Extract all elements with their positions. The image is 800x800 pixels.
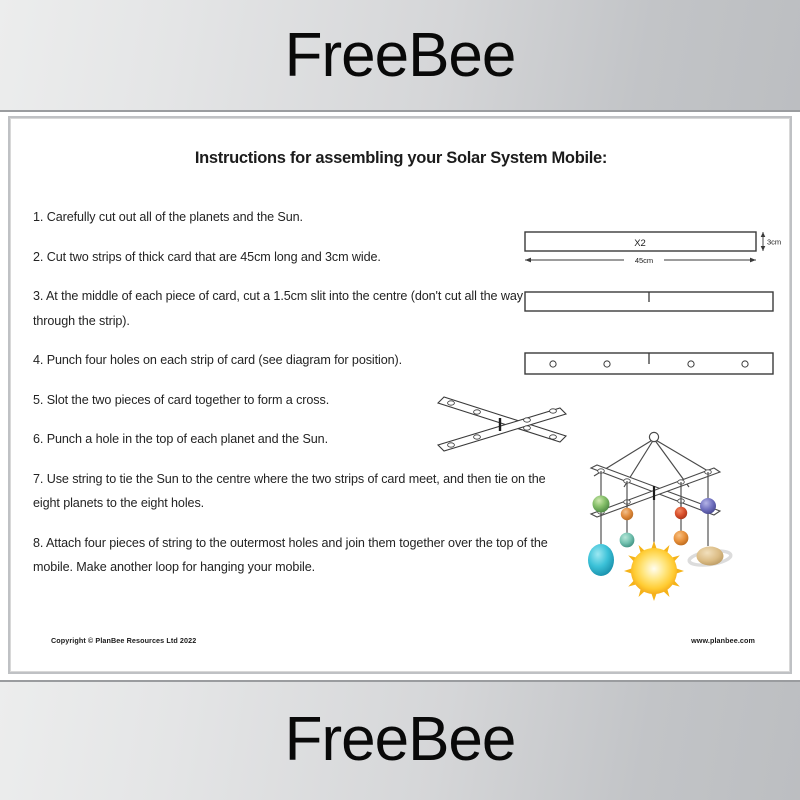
worksheet-page bbox=[10, 118, 790, 672]
planet-earth-upper bbox=[593, 496, 610, 513]
dimension-arrow-right bbox=[750, 258, 756, 263]
strip-quantity-label: X2 bbox=[634, 238, 646, 249]
page-title: Instructions for assembling your Solar System Mobile: bbox=[194, 149, 608, 167]
strip-length-label: 45cm bbox=[634, 256, 654, 265]
instruction-step: 4. Punch four holes on each strip of card (see diagram for position). bbox=[33, 353, 403, 368]
planet-jupiter bbox=[621, 508, 633, 520]
diagram-finished-mobile bbox=[561, 424, 790, 604]
freebee-banner-bottom-label: FreeBee bbox=[284, 705, 516, 774]
punch-hole bbox=[448, 401, 455, 405]
copyright-text: Copyright © PlanBee Resources Ltd 2022 bbox=[51, 636, 197, 645]
hanging-loop bbox=[649, 432, 658, 441]
instruction-step: 7. Use string to tie the Sun to the centre where the two strips of card meet, and then tie on the eight planets to the eight holes. bbox=[33, 471, 546, 511]
punch-hole bbox=[524, 418, 531, 422]
instruction-step: 5. Slot the two pieces of card together to form a cross. bbox=[33, 392, 330, 407]
diagram-card-strip-slit bbox=[511, 289, 781, 317]
planet-venus bbox=[674, 531, 689, 546]
freebee-banner-top-label: FreeBee bbox=[284, 21, 516, 90]
planet-neptune bbox=[588, 544, 614, 576]
punch-hole bbox=[448, 443, 455, 447]
instruction-step: 1. Carefully cut out all of the planets and the Sun. bbox=[33, 210, 303, 224]
instruction-step: 3. At the middle of each piece of card, cut a 1.5cm slit into the centre (don't cut all the way through the strip). bbox=[33, 289, 523, 328]
strip-width-label: 3cm bbox=[767, 237, 782, 247]
punch-hole bbox=[524, 426, 531, 430]
dimension-arrow-up bbox=[761, 232, 766, 237]
planet-earth bbox=[620, 533, 635, 548]
diagram-card-strip-dimensions bbox=[511, 229, 781, 273]
punch-hole bbox=[742, 361, 748, 367]
freebee-banner-bottom bbox=[0, 680, 800, 800]
freebee-banner-top bbox=[0, 0, 800, 112]
punch-hole bbox=[550, 361, 556, 367]
punch-hole bbox=[474, 435, 481, 439]
instruction-step: 6. Punch a hole in the top of each planet and the Sun. bbox=[33, 432, 328, 447]
sun bbox=[624, 541, 684, 601]
diagram-slotted-cross bbox=[426, 387, 576, 467]
instruction-step: 2. Cut two strips of thick card that are 45cm long and 3cm wide. bbox=[33, 249, 381, 264]
punch-hole bbox=[550, 435, 557, 439]
planet-uranus bbox=[700, 498, 716, 514]
punch-hole bbox=[688, 361, 694, 367]
dimension-arrow-left bbox=[525, 258, 531, 263]
punch-hole bbox=[550, 409, 557, 413]
mobile-cross-frame bbox=[591, 465, 720, 517]
website-url: www.planbee.com bbox=[691, 636, 755, 645]
punch-hole bbox=[604, 361, 610, 367]
punch-hole bbox=[474, 410, 481, 414]
planet-saturn bbox=[697, 547, 724, 566]
planet-mars bbox=[675, 507, 687, 519]
diagram-card-strip-holes bbox=[511, 349, 781, 379]
dimension-arrow-down bbox=[761, 246, 766, 251]
instruction-step: 8. Attach four pieces of string to the outermost holes and join them together over the top of the mobile. Make another loop for hanging your mobile. bbox=[33, 535, 548, 575]
